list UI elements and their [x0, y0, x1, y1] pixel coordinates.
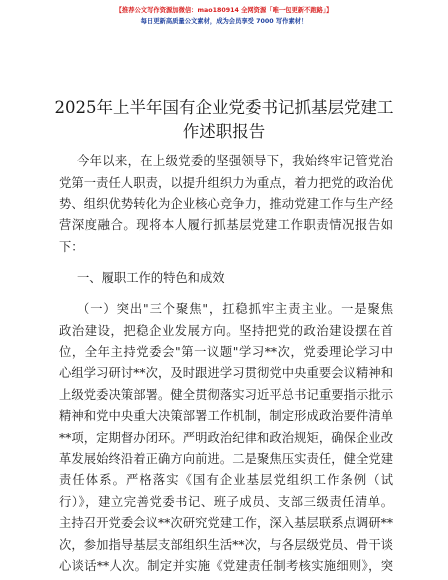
section-1-line-8: 革发展始终沿着正确方向前进。二是聚焦压实责任，健全党建: [59, 452, 393, 466]
section-1-line-10: 行）》，建立完善党委书记、班子成员、支部三级责任清单。: [59, 495, 393, 509]
section-1-line-6: 精神和党中央重大决策部署工作机制，制定形成政治要件清单: [59, 409, 393, 423]
section-1-line-5: 上级党委决策部署。健全贯彻落实习近平总书记重要指示批示: [59, 388, 393, 402]
document-title-line-2: 作述职报告: [182, 122, 266, 141]
document-title-line-1: 2025年上半年国有企业党委书记抓基层党建工: [54, 98, 394, 117]
section-1-line-11: 主持召开党委会议**次研究党建工作，深入基层联系点调研**: [59, 516, 393, 530]
section-1-line-3: 位，全年主持党委会"第一议题"学习**次，党委理论学习中: [59, 345, 393, 359]
section-1-heading: 一、履职工作的特色和成效: [77, 271, 225, 285]
intro-line-1: 今年以来，在上级党委的坚强领导下，我始终牢记管党治: [77, 154, 393, 168]
intro-line-3: 势、组织优势转化为企业核心竞争力，推动党建工作与生产经: [59, 197, 393, 211]
section-1-line-1: （一）突出"三个聚焦"，扛稳抓牢主责主业。一是聚焦: [77, 302, 393, 316]
section-1-line-2: 政治建设，把稳企业发展方向。坚持把党的政治建设摆在首: [59, 324, 393, 338]
intro-line-4: 营深度融合。现将本人履行抓基层党建工作职责情况报告如: [59, 218, 393, 232]
section-1-line-4: 心组学习研讨**次，及时跟进学习贯彻党中央重要会议精神和: [59, 366, 393, 380]
promo-banner-top: 【推荐公文写作资源加微信：mao180914 全网资源「唯一包更新不跑路」】: [115, 7, 333, 14]
section-1-line-9: 责任体系。严格落实《国有企业基层党组织工作条例（试: [59, 473, 393, 487]
intro-line-5: 下：: [59, 240, 84, 254]
section-1-line-13: 心谈话**人次。制定并实施《党建责任制考核实施细则》，突: [59, 559, 393, 573]
intro-line-2: 党第一责任人职责，以提升组织力为重点，着力把党的政治优: [59, 176, 393, 190]
section-1-line-7: **项，定期督办闭环。严明政治纪律和政治规矩，确保企业改: [59, 431, 393, 445]
promo-banner-bottom: 每日更新高质量公文素材，成为会员享受 7000 写作素材！: [140, 18, 308, 25]
section-1-line-12: 次，参加指导基层支部组织生活**次，与各层级党员、骨干谈: [59, 538, 393, 552]
